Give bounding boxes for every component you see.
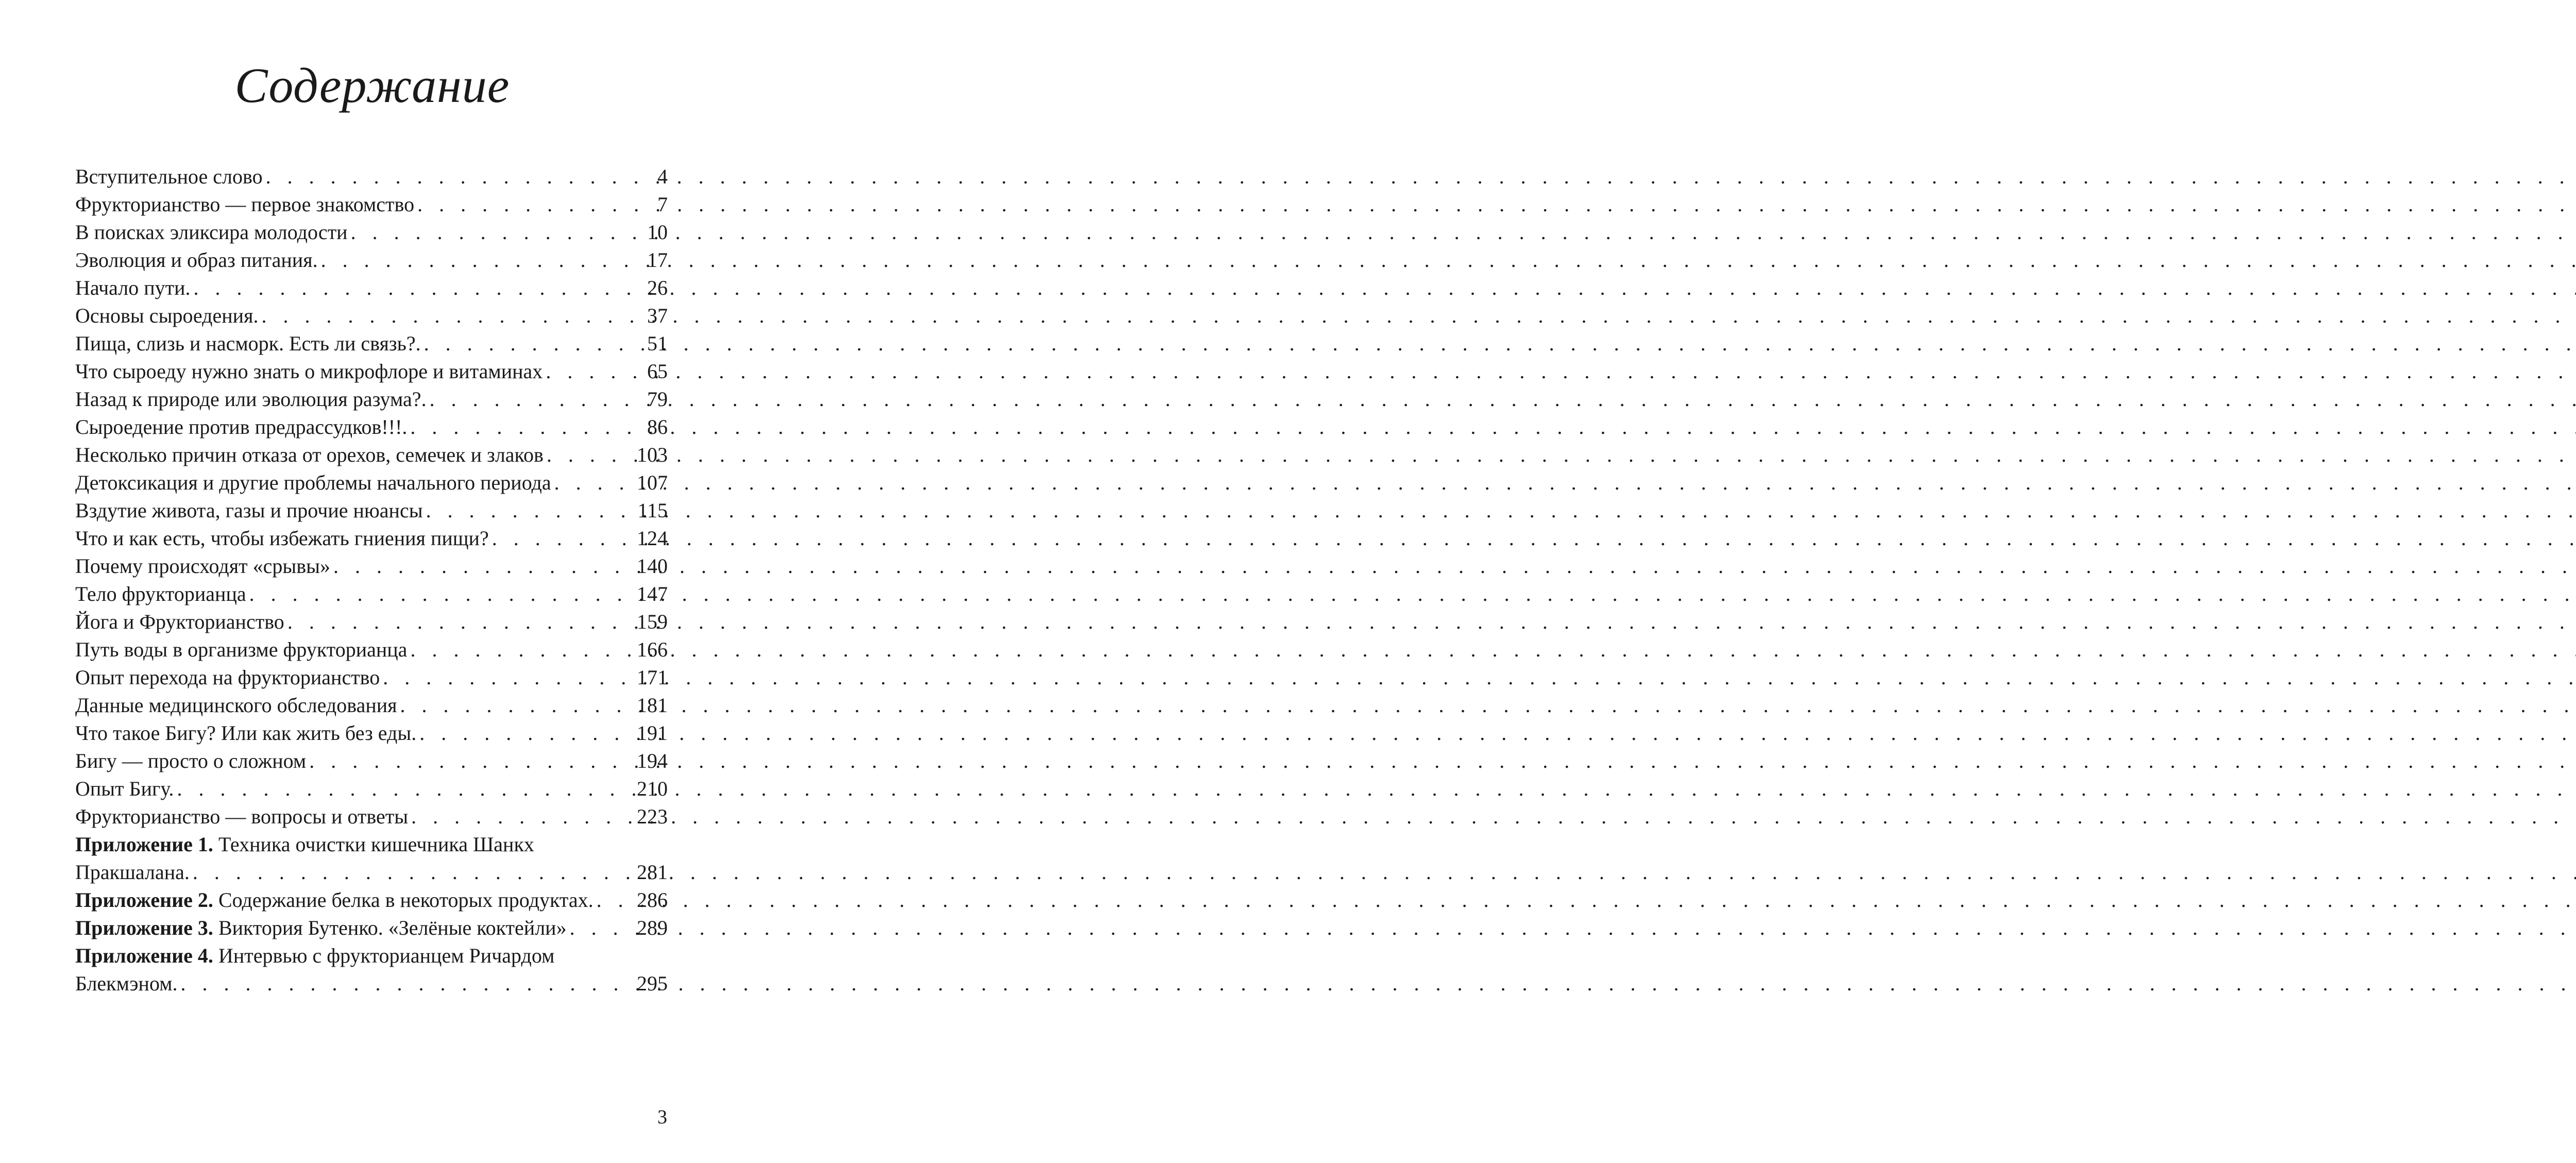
page-number: 3 xyxy=(657,1106,667,1128)
appendix-title: Виктория Бутенко. «Зелёные коктейли» xyxy=(218,916,567,939)
toc-entry-page: 147 xyxy=(637,582,668,605)
leader-dots xyxy=(309,747,632,775)
toc-entry-page: 181 xyxy=(637,694,668,717)
toc-entry-title: Сыроедение против предрассудков!!!. xyxy=(75,415,408,439)
toc-entry-page: 86 xyxy=(647,415,668,439)
leader-dots xyxy=(597,886,632,914)
leader-dots xyxy=(547,441,632,469)
toc-entry-title: Путь воды в организме фрукторианца xyxy=(75,638,408,661)
leader-dots xyxy=(410,636,632,664)
toc-entry xyxy=(75,525,668,552)
toc-appendix-1-first-line xyxy=(75,831,668,858)
toc-entry xyxy=(75,330,668,358)
toc-entry-page: 115 xyxy=(637,499,668,522)
toc-entry xyxy=(75,636,668,664)
toc-entry-page: 51 xyxy=(647,332,668,355)
toc-entry xyxy=(75,775,668,803)
toc-entry-page: 37 xyxy=(647,304,668,327)
toc-entry-page: 103 xyxy=(637,443,668,466)
toc-entry xyxy=(75,803,668,831)
toc-entry-title: Эволюция и образ питания. xyxy=(75,248,318,272)
toc-entry-title: Что и как есть, чтобы избежать гниения пищи? xyxy=(75,527,489,550)
toc-entry xyxy=(75,163,668,191)
toc-entry-page: 7 xyxy=(657,193,668,216)
toc-entry-page: 295 xyxy=(637,972,668,995)
toc-entry-title: Фрукторианство — первое знакомство xyxy=(75,193,415,216)
toc-entry xyxy=(75,385,668,413)
toc-entry-page: 210 xyxy=(637,777,668,800)
toc-entry-page: 140 xyxy=(637,554,668,578)
appendix-title: Техника очистки кишечника Шанкх xyxy=(218,833,534,856)
toc-entry-title: Детоксикация и другие проблемы начального периода xyxy=(75,471,551,494)
toc-entry-title: Несколько причин отказа от орехов, семечек и злаков xyxy=(75,443,544,466)
toc-entry-page: 289 xyxy=(637,916,668,939)
leader-dots xyxy=(193,858,632,886)
toc-entry xyxy=(75,302,668,330)
toc-entry xyxy=(75,552,668,580)
appendix-label: Приложение 1. xyxy=(75,833,213,856)
leader-dots xyxy=(426,497,633,525)
toc-entry xyxy=(75,274,668,302)
leader-dots xyxy=(351,218,642,246)
leader-dots xyxy=(492,525,632,552)
toc-entry-page: 26 xyxy=(647,276,668,299)
toc-entry-page: 281 xyxy=(637,861,668,884)
toc-entry-page: 107 xyxy=(637,471,668,494)
leader-dots xyxy=(287,608,632,636)
leader-dots xyxy=(177,775,632,803)
appendix-title: Содержание белка в некоторых продуктах. xyxy=(218,888,594,912)
toc-entry-title: Основы сыроедения. xyxy=(75,304,259,327)
toc-appendix-1-second-line xyxy=(75,858,668,886)
toc-entry-page: 4 xyxy=(657,165,668,188)
toc-entry-title: В поисках эликсира молодости xyxy=(75,221,348,244)
leader-dots xyxy=(194,274,642,302)
toc-entry-title: Почему происходят «срывы» xyxy=(75,554,331,578)
leader-dots xyxy=(266,163,652,191)
toc-entry-page: 171 xyxy=(637,666,668,689)
leader-dots xyxy=(410,413,642,441)
toc-entry-title: Пища, слизь и насморк. Есть ли связь?. xyxy=(75,332,421,355)
toc-entry-page: 159 xyxy=(637,610,668,633)
leader-dots xyxy=(181,970,632,998)
toc-appendix-4-second-line xyxy=(75,970,668,998)
toc-entry xyxy=(75,191,668,218)
toc-entry-title: Данные медицинского обследования xyxy=(75,694,397,717)
toc-entry-page: 286 xyxy=(637,888,668,912)
leader-dots xyxy=(411,803,632,831)
toc-entry-page: 65 xyxy=(647,360,668,383)
leader-dots xyxy=(383,664,632,692)
toc-entry xyxy=(75,719,668,747)
toc-entry-title: Начало пути. xyxy=(75,276,191,299)
toc-entry-title: Опыт Бигу. xyxy=(75,777,174,800)
toc-entry xyxy=(75,664,668,692)
toc-entry-title: Назад к природе или эволюция разума?. xyxy=(75,387,427,411)
appendix-title: Интервью с фрукторианцем Ричардом xyxy=(218,944,555,967)
toc-entry xyxy=(75,441,668,469)
toc-entry-title: Фрукторианство — вопросы и ответы xyxy=(75,805,409,828)
leader-dots xyxy=(424,330,642,358)
leader-dots xyxy=(430,385,642,413)
leader-dots xyxy=(249,580,632,608)
leader-dots xyxy=(419,719,632,747)
leader-dots xyxy=(554,469,632,497)
toc-entry xyxy=(75,580,668,608)
leader-dots xyxy=(333,552,632,580)
toc-entry xyxy=(75,692,668,719)
toc-entry-page: 166 xyxy=(637,638,668,661)
appendix-label: Приложение 2. xyxy=(75,888,213,912)
toc-entry-page: 79 xyxy=(647,387,668,411)
toc-entry-title: Опыт перехода на фрукторианство xyxy=(75,666,380,689)
toc-appendix-4-first-line xyxy=(75,942,668,970)
toc-entry xyxy=(75,469,668,497)
leader-dots xyxy=(417,191,652,218)
toc-entry-title: Йога и Фрукторианство xyxy=(75,610,284,633)
toc-entry-page: 223 xyxy=(637,805,668,828)
leader-dots xyxy=(261,302,642,330)
toc-entry-page: 10 xyxy=(647,221,668,244)
leader-dots xyxy=(570,914,632,942)
toc-entry-title: Что сыроеду нужно знать о микрофлоре и витаминах xyxy=(75,360,543,383)
page-title: Содержание xyxy=(234,58,510,113)
toc-entry xyxy=(75,218,668,246)
appendix-title-continued: Блекмэном. xyxy=(75,972,178,995)
toc-appendix-2 xyxy=(75,886,668,914)
toc-entry-title: Что такое Бигу? Или как жить без еды. xyxy=(75,721,417,745)
toc-entry xyxy=(75,497,668,525)
appendix-label: Приложение 4. xyxy=(75,944,213,967)
toc-entry xyxy=(75,608,668,636)
toc-entry-title: Тело фрукторианца xyxy=(75,582,246,605)
appendix-label: Приложение 3. xyxy=(75,916,213,939)
toc-entry-page: 191 xyxy=(637,721,668,745)
leader-dots xyxy=(400,692,632,719)
table-of-contents xyxy=(75,163,668,998)
leader-dots xyxy=(546,358,642,385)
appendix-title-continued: Пракшалана. xyxy=(75,861,190,884)
toc-entry-page: 194 xyxy=(637,749,668,772)
toc-entry-title: Вздутие живота, газы и прочие нюансы xyxy=(75,499,423,522)
toc-appendix-3 xyxy=(75,914,668,942)
toc-entry-title: Вступительное слово xyxy=(75,165,263,188)
leader-dots xyxy=(321,246,642,274)
toc-entry xyxy=(75,413,668,441)
toc-entry-title: Бигу — просто о сложном xyxy=(75,749,307,772)
toc-entry xyxy=(75,246,668,274)
toc-entry xyxy=(75,358,668,385)
toc-entry-page: 124 xyxy=(637,527,668,550)
toc-entry-page: 17 xyxy=(647,248,668,272)
toc-entry xyxy=(75,747,668,775)
